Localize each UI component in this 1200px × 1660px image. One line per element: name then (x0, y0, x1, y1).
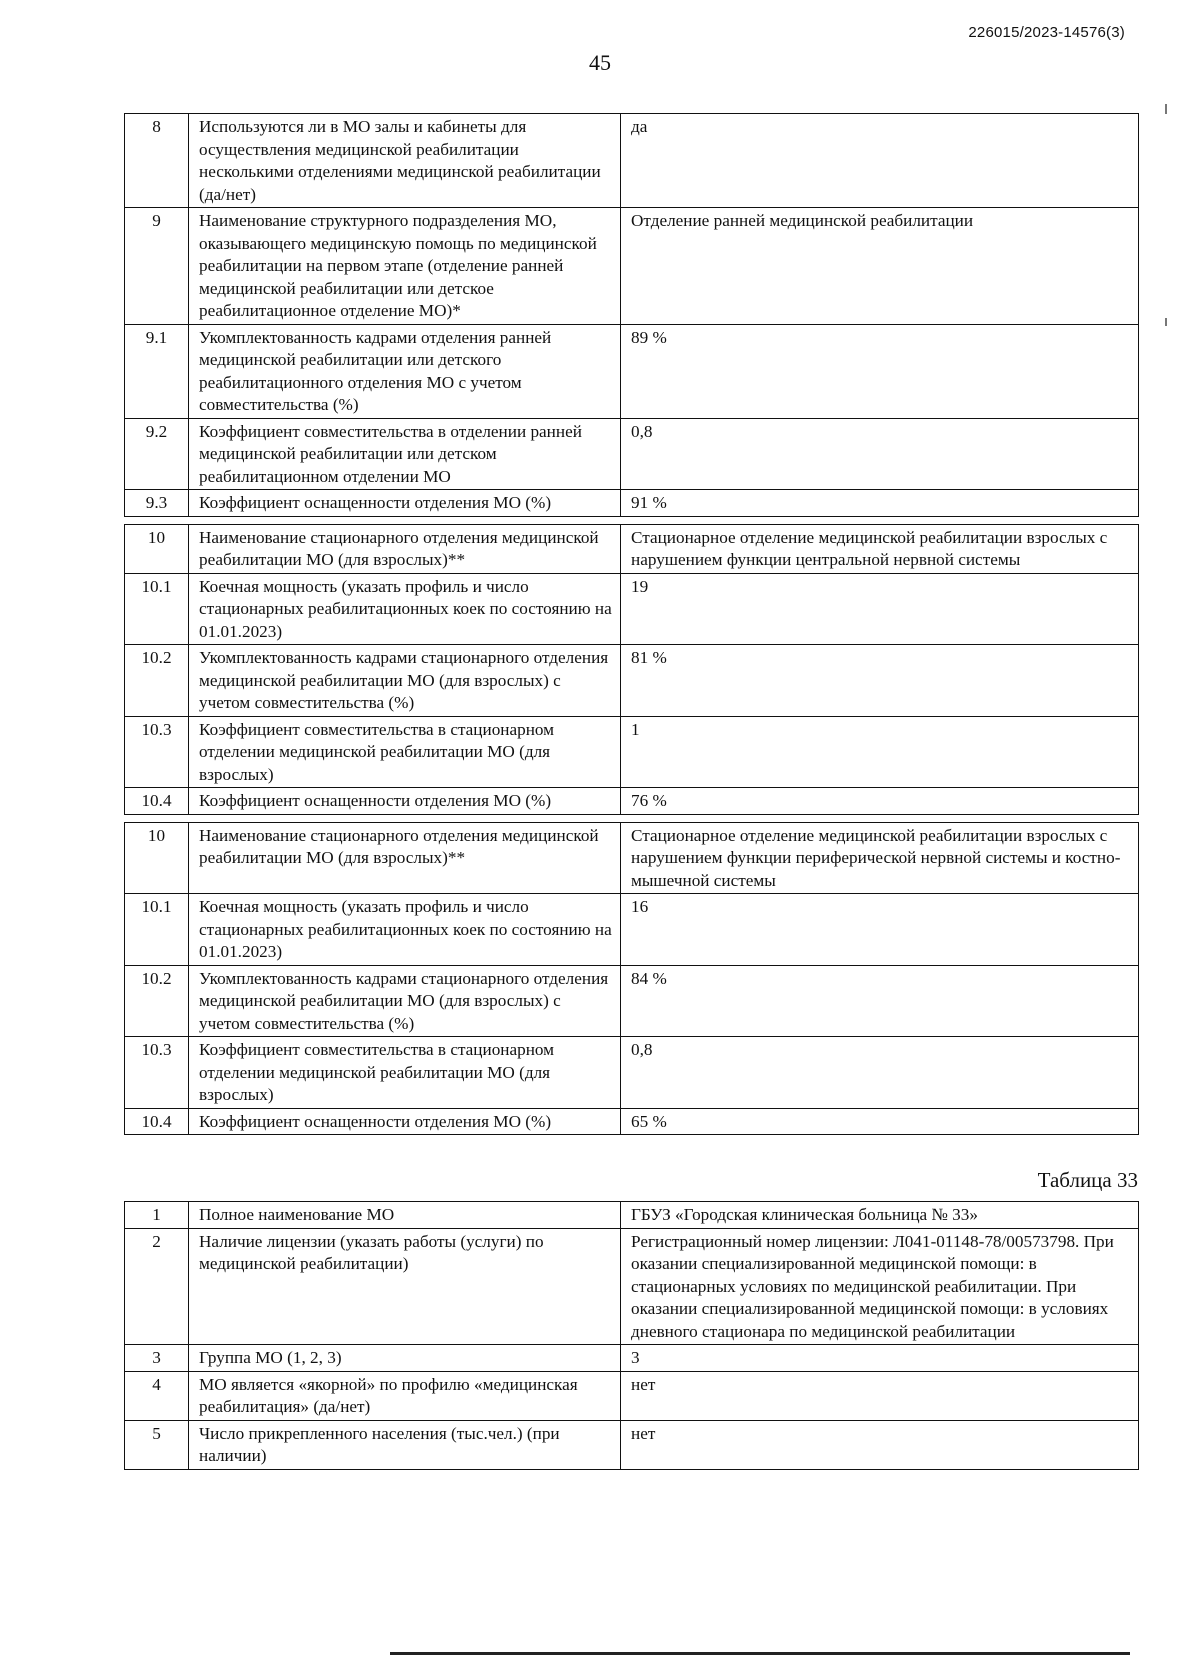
row-number: 10.3 (125, 1037, 189, 1109)
row-value: 0,8 (621, 1037, 1139, 1109)
row-value: Стационарное отделение медицинской реабилитации взрослых с нарушением функции центральной нервной системы (621, 524, 1139, 573)
table-row (125, 894, 1139, 966)
row-label: Наименование стационарного отделения медицинской реабилитации МО (для взрослых)** (189, 524, 621, 573)
row-value: 3 (621, 1345, 1139, 1372)
table-row (125, 788, 1139, 815)
table-row (125, 822, 1139, 894)
row-label: МО является «якорной» по профилю «медицинская реабилитация» (да/нет) (189, 1371, 621, 1420)
row-value: 1 (621, 716, 1139, 788)
row-value: 16 (621, 894, 1139, 966)
table-row (125, 1202, 1139, 1229)
row-number: 10.2 (125, 965, 189, 1037)
row-label: Полное наименование МО (189, 1202, 621, 1229)
row-label: Используются ли в МО залы и кабинеты для осуществления медицинской реабилитации несколькими отделениями медицинской реабилитации (да/нет) (189, 114, 621, 208)
scan-artifact (1165, 318, 1167, 326)
row-label: Укомплектованность кадрами стационарного отделения медицинской реабилитации МО (для взрослых) с учетом совместительства (%) (189, 965, 621, 1037)
table-caption: Таблица 33 (1037, 1168, 1138, 1192)
row-value: нет (621, 1420, 1139, 1469)
row-number: 5 (125, 1420, 189, 1469)
row-value: 89 % (621, 324, 1139, 418)
row-value: 81 % (621, 645, 1139, 717)
row-gap (125, 814, 1139, 822)
row-label: Коэффициент оснащенности отделения МО (%) (189, 1108, 621, 1135)
row-number: 10 (125, 822, 189, 894)
table-row (125, 1345, 1139, 1372)
row-label: Наименование стационарного отделения медицинской реабилитации МО (для взрослых)** (189, 822, 621, 894)
row-number: 10.1 (125, 894, 189, 966)
table-row (125, 418, 1139, 490)
table-row (125, 324, 1139, 418)
row-value: 91 % (621, 490, 1139, 517)
row-label: Коэффициент совместительства в стационарном отделении медицинской реабилитации МО (для взрослых) (189, 1037, 621, 1109)
document-id: 226015/2023-14576(3) (968, 24, 1125, 41)
row-label: Число прикрепленного населения (тыс.чел.) (при наличии) (189, 1420, 621, 1469)
row-number: 3 (125, 1345, 189, 1372)
row-number: 10.3 (125, 716, 189, 788)
table-row (125, 965, 1139, 1037)
row-value: нет (621, 1371, 1139, 1420)
row-number: 10.4 (125, 1108, 189, 1135)
table-row (125, 1037, 1139, 1109)
row-value: 0,8 (621, 418, 1139, 490)
table-row (125, 1228, 1139, 1345)
row-label: Коэффициент совместительства в отделении ранней медицинской реабилитации или детском реабилитационном отделении МО (189, 418, 621, 490)
table-row (125, 114, 1139, 208)
table-33 (124, 1201, 1139, 1470)
table-row (125, 524, 1139, 573)
row-value: 84 % (621, 965, 1139, 1037)
row-label: Наличие лицензии (указать работы (услуги) по медицинской реабилитации) (189, 1228, 621, 1345)
row-value: 65 % (621, 1108, 1139, 1135)
row-value: Регистрационный номер лицензии: Л041-01148-78/00573798. При оказании специализированной медицинской помощи: в стационарных условиях по медицинской реабилитации. При оказании специализированной медицинской помощи: в условиях дневного стационара по медицинской реабилитации (621, 1228, 1139, 1345)
row-label: Наименование структурного подразделения МО, оказывающего медицинскую помощь по медицинской реабилитации на первом этапе (отделение ранней медицинской реабилитации или детское реабилитационное отделение МО)* (189, 208, 621, 325)
table-row (125, 1420, 1139, 1469)
row-number: 4 (125, 1371, 189, 1420)
row-value: ГБУЗ «Городская клиническая больница № 33» (621, 1202, 1139, 1229)
row-label: Группа МО (1, 2, 3) (189, 1345, 621, 1372)
row-gap (125, 516, 1139, 524)
scan-artifact (1165, 104, 1167, 114)
row-value: Стационарное отделение медицинской реабилитации взрослых с нарушением функции периферической нервной системы и костно-мышечной системы (621, 822, 1139, 894)
table-row (125, 1108, 1139, 1135)
table-row (125, 1371, 1139, 1420)
row-label: Коэффициент оснащенности отделения МО (%) (189, 788, 621, 815)
row-number: 9.1 (125, 324, 189, 418)
row-value: Отделение ранней медицинской реабилитации (621, 208, 1139, 325)
row-number: 9 (125, 208, 189, 325)
row-label: Укомплектованность кадрами отделения ранней медицинской реабилитации или детского реабилитационного отделения МО с учетом совместительства (%) (189, 324, 621, 418)
table-row (125, 208, 1139, 325)
row-value: да (621, 114, 1139, 208)
row-number: 9.2 (125, 418, 189, 490)
row-number: 2 (125, 1228, 189, 1345)
rehabilitation-table (124, 113, 1139, 1135)
row-number: 1 (125, 1202, 189, 1229)
row-number: 10 (125, 524, 189, 573)
table-row (125, 490, 1139, 517)
row-number: 10.1 (125, 573, 189, 645)
row-number: 9.3 (125, 490, 189, 517)
table-row (125, 645, 1139, 717)
row-label: Укомплектованность кадрами стационарного отделения медицинской реабилитации МО (для взрослых) с учетом совместительства (%) (189, 645, 621, 717)
row-label: Коэффициент совместительства в стационарном отделении медицинской реабилитации МО (для взрослых) (189, 716, 621, 788)
row-label: Коечная мощность (указать профиль и число стационарных реабилитационных коек по состоянию на 01.01.2023) (189, 573, 621, 645)
row-value: 19 (621, 573, 1139, 645)
row-label: Коэффициент оснащенности отделения МО (%) (189, 490, 621, 517)
row-value: 76 % (621, 788, 1139, 815)
table-row (125, 573, 1139, 645)
page-bottom-rule (390, 1652, 1130, 1655)
page-number: 45 (589, 50, 611, 75)
row-number: 10.4 (125, 788, 189, 815)
row-number: 10.2 (125, 645, 189, 717)
row-number: 8 (125, 114, 189, 208)
row-label: Коечная мощность (указать профиль и число стационарных реабилитационных коек по состоянию на 01.01.2023) (189, 894, 621, 966)
table-row (125, 716, 1139, 788)
